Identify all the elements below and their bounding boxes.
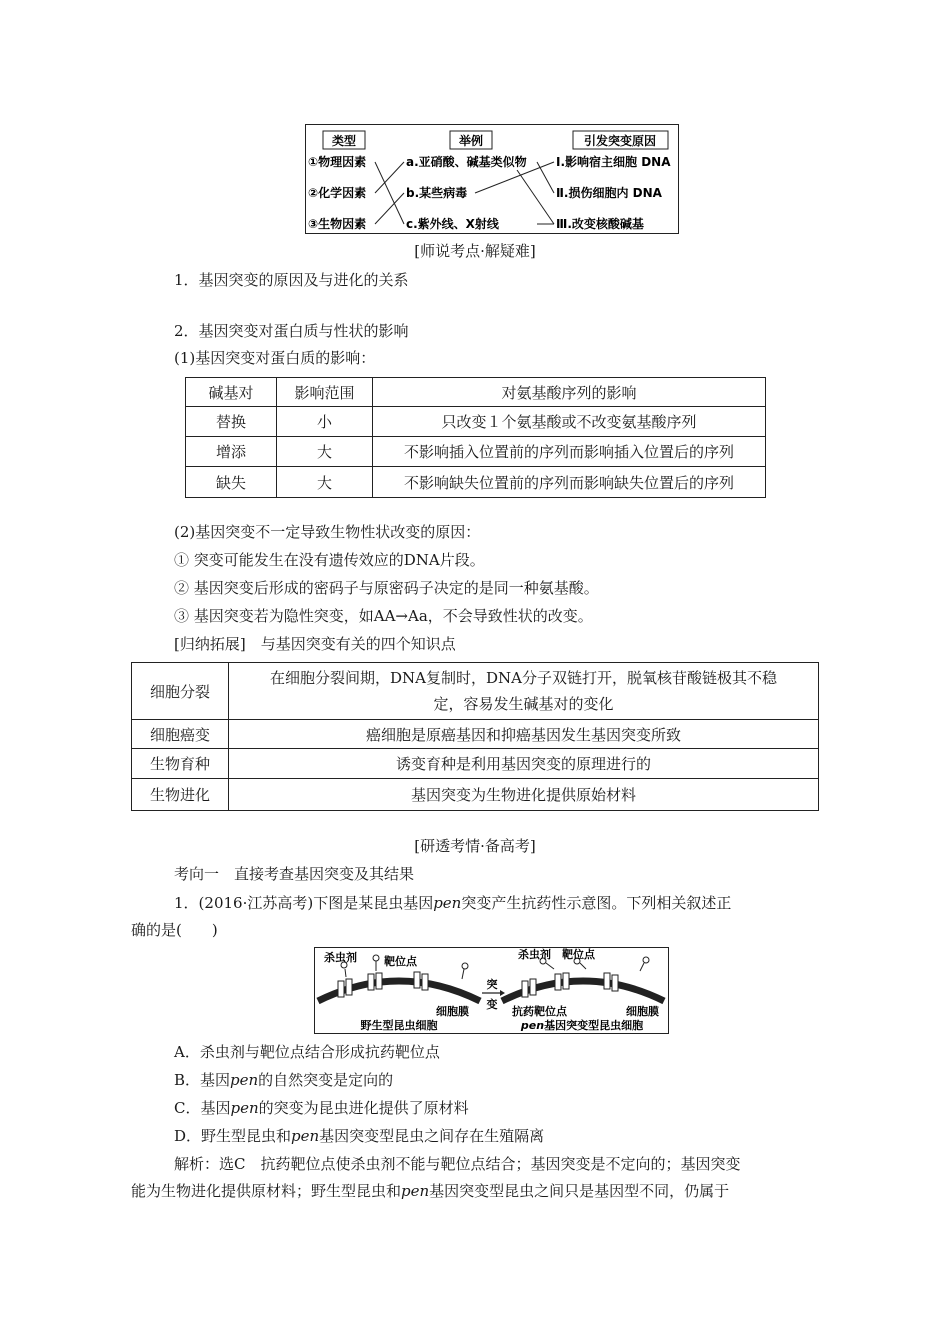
cell-text-line: 定，容易发生碱基对的变化 — [433, 695, 614, 713]
table-cell: 基因突变为生物进化提供原始材料 — [229, 779, 819, 811]
arrow-label-2: 变 — [486, 998, 498, 1011]
pen-mutation-diagram — [314, 947, 669, 1034]
type-biological: ③生物因素 — [308, 217, 367, 231]
reason-3: ③ 基因突变若为隐性突变，如AA→Aa，不会导致性状的改变。 — [174, 607, 593, 625]
option-text: D．野生型昆虫和 — [174, 1127, 292, 1145]
table-cell: 大 — [277, 467, 373, 498]
question-stem-line-2: 确的是( ) — [131, 921, 218, 939]
table-cell: 不影响缺失位置前的序列而影响缺失位置后的序列 — [373, 467, 766, 498]
table-row — [132, 720, 819, 749]
example-b: b.某些病毒 — [406, 186, 468, 200]
reason-1: ① 突变可能发生在没有遗传效应的DNA片段。 — [174, 551, 485, 569]
option-text: 的自然突变是定向的 — [258, 1071, 394, 1089]
stem-text: 突变产生抗药性示意图。下列相关叙述正 — [461, 894, 732, 912]
analysis-line-1: 解析：选C 抗药靶位点使杀虫剂不能与靶位点结合；基因突变是不定向的；基因突变 — [174, 1155, 741, 1173]
point-2-sub-1: (1)基因突变对蛋白质的影响： — [174, 349, 376, 367]
table-header: 碱基对 — [186, 378, 277, 407]
table-cell — [229, 663, 819, 720]
caption-wild-type: 野生型昆虫细胞 — [360, 1019, 438, 1032]
reason-2: ② 基因突变后形成的密码子与原密码子决定的是同一种氨基酸。 — [174, 579, 599, 597]
table-header: 对氨基酸序列的影响 — [373, 378, 766, 407]
mutation-factors-diagram — [305, 124, 679, 234]
table-cell: 生物进化 — [132, 779, 229, 811]
option-text: 的突变为昆虫进化提供了原材料 — [258, 1099, 469, 1117]
summary-heading: [归纳拓展] 与基因突变有关的四个知识点 — [174, 635, 456, 653]
question-stem-line-1 — [174, 893, 731, 913]
analysis-text: 基因突变型昆虫之间只是基因型不同，仍属于 — [429, 1182, 730, 1200]
table-cell: 诱变育种是利用基因突变的原理进行的 — [229, 749, 819, 779]
base-pair-effect-table — [185, 377, 766, 498]
header-example: 举例 — [458, 134, 484, 148]
gene-name: pen — [433, 894, 462, 912]
table-row — [186, 437, 766, 467]
gene-name: pen — [230, 1071, 259, 1089]
knowledge-points-table — [131, 662, 819, 811]
table-row — [132, 749, 819, 779]
label-resistant-target: 抗药靶位点 — [512, 1005, 567, 1018]
header-type: 类型 — [331, 134, 357, 148]
type-chemical: ②化学因素 — [308, 186, 367, 200]
table-cell: 细胞癌变 — [132, 720, 229, 749]
table-header: 影响范围 — [277, 378, 373, 407]
table-cell: 缺失 — [186, 467, 277, 498]
table-row — [132, 779, 819, 811]
point-2: 2．基因突变对蛋白质与性状的影响 — [174, 322, 409, 340]
cause-2: Ⅱ.损伤细胞内 DNA — [556, 186, 662, 200]
label-target-site: 靶位点 — [384, 955, 417, 968]
table-cell: 替换 — [186, 407, 277, 437]
option-c — [174, 1098, 469, 1118]
type-physical: ①物理因素 — [308, 155, 367, 169]
label-insecticide: 杀虫剂 — [518, 948, 551, 961]
option-d — [174, 1126, 544, 1146]
option-a: A．杀虫剂与靶位点结合形成抗药靶位点 — [174, 1043, 440, 1061]
stem-text: 1．(2016·江苏高考)下图是某昆虫基因 — [174, 894, 434, 912]
gene-name: pen — [401, 1182, 430, 1200]
label-insecticide: 杀虫剂 — [324, 951, 357, 964]
section-heading-1: [师说考点·解疑难] — [414, 242, 536, 260]
table-cell: 癌细胞是原癌基因和抑癌基因发生基因突变所致 — [229, 720, 819, 749]
gene-name: pen — [520, 1019, 545, 1032]
table-cell: 增添 — [186, 437, 277, 467]
point-1: 1．基因突变的原因及与进化的关系 — [174, 271, 409, 289]
option-text: 基因突变型昆虫之间存在生殖隔离 — [319, 1127, 545, 1145]
caption-mutant — [520, 1018, 643, 1032]
direction-heading: 考向一 直接考查基因突变及其结果 — [174, 865, 415, 883]
header-cause: 引发突变原因 — [583, 134, 657, 148]
point-2-sub-2: (2)基因突变不一定导致生物性状改变的原因： — [174, 523, 481, 541]
table-row — [186, 407, 766, 437]
option-b — [174, 1070, 393, 1090]
label-target-site: 靶位点 — [562, 948, 595, 961]
cell-text-line: 在细胞分裂间期，DNA复制时，DNA分子双链打开，脱氧核苷酸链极其不稳 — [270, 669, 777, 687]
option-text: C．基因 — [174, 1099, 231, 1117]
label-membrane: 细胞膜 — [436, 1005, 469, 1018]
cause-3: Ⅲ.改变核酸碱基 — [556, 217, 644, 231]
gene-name: pen — [291, 1127, 320, 1145]
cause-1: Ⅰ.影响宿主细胞 DNA — [556, 155, 671, 169]
section-heading-2: [研透考情·备高考] — [414, 837, 536, 855]
example-c: c.紫外线、X射线 — [406, 217, 499, 231]
label-membrane: 细胞膜 — [626, 1005, 659, 1018]
analysis-text: 能为生物进化提供原材料；野生型昆虫和 — [131, 1182, 402, 1200]
option-text: B．基因 — [174, 1071, 231, 1089]
caption-text: 基因突变型昆虫细胞 — [544, 1019, 644, 1032]
example-a: a.亚硝酸、碱基类似物 — [406, 155, 527, 169]
gene-name: pen — [230, 1099, 259, 1117]
table-row — [132, 663, 819, 720]
table-cell: 生物育种 — [132, 749, 229, 779]
arrow-label-1: 突 — [486, 978, 498, 991]
table-cell: 小 — [277, 407, 373, 437]
table-row — [186, 467, 766, 498]
analysis-line-2 — [131, 1181, 729, 1201]
table-cell: 不影响插入位置前的序列而影响插入位置后的序列 — [373, 437, 766, 467]
table-cell: 大 — [277, 437, 373, 467]
table-cell: 细胞分裂 — [132, 663, 229, 720]
table-cell: 只改变１个氨基酸或不改变氨基酸序列 — [373, 407, 766, 437]
